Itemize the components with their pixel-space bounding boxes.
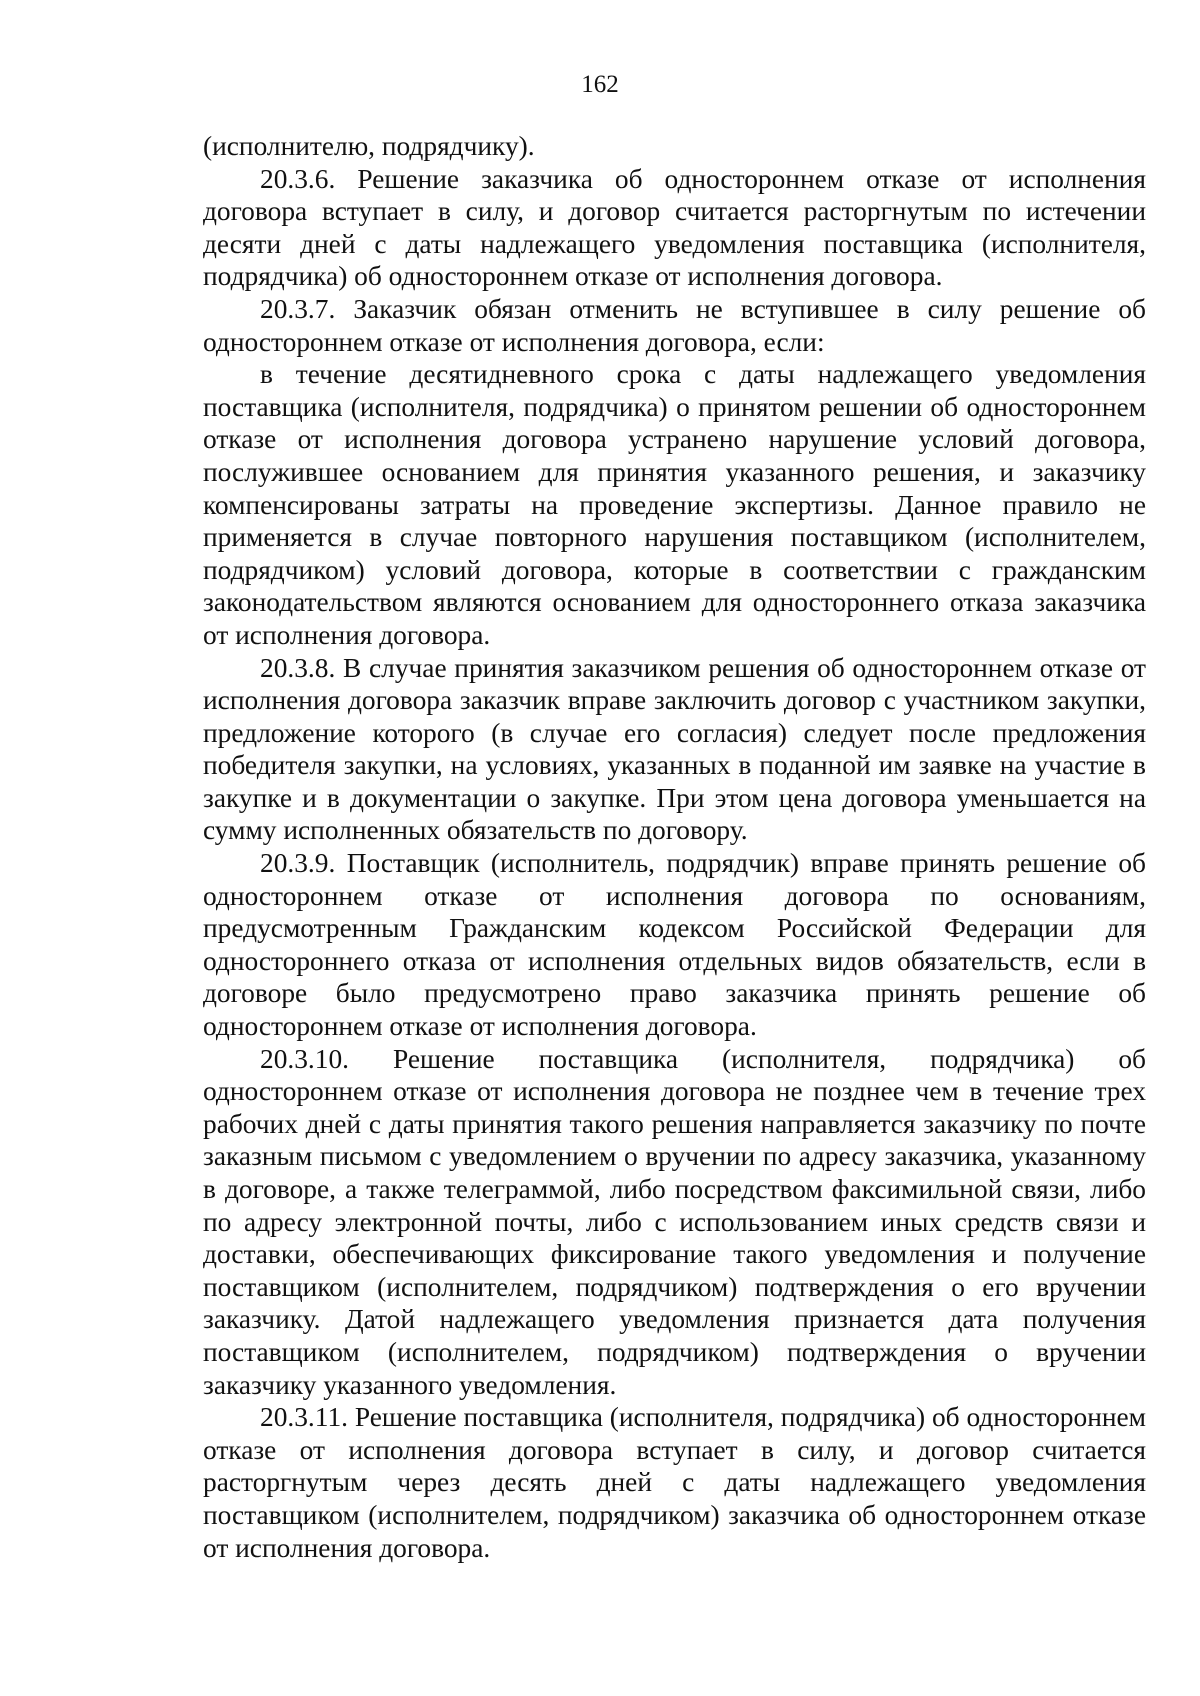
paragraph-20-3-8: 20.3.8. В случае принятия заказчиком решения об одностороннем отказе от исполнения договора заказчик вправе заключить договор с участником закупки, предложение которого (в случае его согласия) следует после предложения победителя закупки, на условиях, указанных в поданной им заявке на участие в закупке и в документации о закупке. При этом цена договора уменьшается на сумму исполненных обязательств по договору. bbox=[203, 652, 1146, 846]
document-body bbox=[203, 130, 1146, 1564]
paragraph-20-3-7-condition: в течение десятидневного срока с даты надлежащего уведомления поставщика (исполнителя, подрядчика) о принятом решении об одностороннем отказе от исполнения договора устранено нарушение условий договора, послужившее основанием для принятия указанного решения, и заказчику компенсированы затраты на проведение экспертизы. Данное правило не применяется в случае повторного нарушения поставщиком (исполнителем, подрядчиком) условий договора, которые в соответствии с гражданским законодательством являются основанием для одностороннего отказа заказчика от исполнения договора. bbox=[203, 359, 1146, 650]
paragraph-20-3-10: 20.3.10. Решение поставщика (исполнителя, подрядчика) об одностороннем отказе от исполнения договора не позднее чем в течение трех рабочих дней с даты принятия такого решения направляется заказчику по почте заказным письмом с уведомлением о вручении по адресу заказчика, указанному в договоре, а также телеграммой, либо посредством факсимильной связи, либо по адресу электронной почты, либо с использованием иных средств связи и доставки, обеспечивающих фиксирование такого уведомления и получение поставщиком (исполнителем, подрядчиком) подтверждения о его вручении заказчику. Датой надлежащего уведомления признается дата получения поставщиком (исполнителем, подрядчиком) подтверждения о вручении заказчику указанного уведомления. bbox=[203, 1043, 1146, 1400]
paragraph-20-3-11: 20.3.11. Решение поставщика (исполнителя, подрядчика) об одностороннем отказе от исполнения договора вступает в силу, и договор считается расторгнутым через десять дней с даты надлежащего уведомления поставщиком (исполнителем, подрядчиком) заказчика об одностороннем отказе от исполнения договора. bbox=[203, 1402, 1146, 1563]
page-number: 162 bbox=[581, 71, 619, 98]
paragraph-20-3-7: 20.3.7. Заказчик обязан отменить не вступившее в силу решение об одностороннем отказе от исполнения договора, если: bbox=[203, 293, 1146, 357]
paragraph-continuation: (исполнителю, подрядчику). bbox=[203, 131, 535, 161]
paragraph-20-3-9: 20.3.9. Поставщик (исполнитель, подрядчик) вправе принять решение об одностороннем отказе от исполнения договора по основаниям, предусмотренным Гражданским кодексом Российской Федерации для одностороннего отказа от исполнения отдельных видов обязательств, если в договоре было предусмотрено право заказчика принять решение об одностороннем отказе от исполнения договора. bbox=[203, 848, 1146, 1042]
paragraph-20-3-6: 20.3.6. Решение заказчика об одностороннем отказе от исполнения договора вступает в силу, и договор считается расторгнутым по истечении десяти дней с даты надлежащего уведомления поставщика (исполнителя, подрядчика) об одностороннем отказе от исполнения договора. bbox=[203, 163, 1146, 292]
